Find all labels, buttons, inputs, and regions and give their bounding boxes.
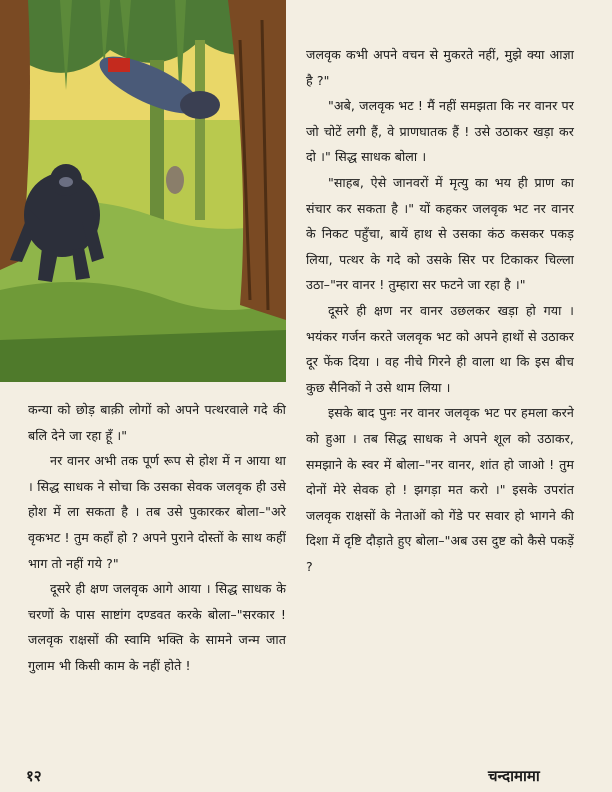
paragraph: "अबे, जलवृक भट ! मैं नहीं समझता कि नर वानर पर जो चोटें लगी हैं, वे प्राणघातक हैं ! उसे उठाकर खड़ा कर दो ।" सिद्ध साधक बोला ।	[306, 98, 574, 165]
paragraph: दूसरे ही क्षण जलवृक आगे आया । सिद्ध साधक के चरणों के पास साष्टांग दण्डवत करके बोला–"सरकार ! जलवृक राक्षसों की स्वामि भक्ति के सामने जन्म जात गुलाम भी किसी काम के नहीं होते !	[28, 581, 286, 673]
red-loincloth	[108, 58, 130, 72]
page-number: १२	[26, 767, 42, 785]
paragraph: कन्या को छोड़ बाक़ी लोगों को अपने पत्थरवाले गदे की बलि देने जा रहा हूँ ।"	[28, 402, 286, 443]
jungle-scene-illustration	[0, 0, 286, 382]
paragraph: "साहब, ऐसे जानवरों में मृत्यु का भय ही प्राण का संचार कर सकता है ।" यों कहकर जलवृक भट नर वानर के निकट पहुँचा, बायें हाथ से उसका कंठ कसकर पकड़ लिया, पत्थर के गदे को उसके सिर पर टिकाकर चिल्ला उठा–"नर वानर ! तुम्हारा सर फटने जा रहा है ।"	[306, 174, 574, 293]
stone-mace	[166, 166, 184, 194]
beast-head	[180, 91, 220, 119]
paragraph: नर वानर अभी तक पूर्ण रूप से होश में न आया था । सिद्ध साधक ने सोचा कि उसका सेवक जलवृक ही उसे होश में ला सकता है । तब उसे पुकारकर बोला–"अरे वृकभट ! तुम कहाँ हो ? अपने पुराने दोस्तों के साथ कहीं भाग तो नहीं गये ?"	[28, 453, 286, 571]
gorilla-face	[59, 177, 73, 187]
right-text-column	[306, 42, 574, 579]
distant-tree	[195, 40, 205, 220]
paragraph: जलवृक कभी अपने वचन से मुकरते नहीं, मुझे क्या आज्ञा है ?"	[306, 47, 574, 88]
paragraph: इसके बाद पुनः नर वानर जलवृक भट पर हमला करने को हुआ । तब सिद्ध साधक ने अपने शूल को उठाकर, समझाने के स्वर में बोला–"नर वानर, शांत हो जाओ ! तुम दोनों मेरे सेवक हो ! झगड़ा मत करो ।" इसके उपरांत जलवृक राक्षसों के नेताओं को गेंडे पर सवार हो भागने की दिशा में दृष्टि दौड़ाते हुए बोला–"अब उस दुष्ट को कैसे पकड़ें ?	[306, 405, 574, 574]
magazine-name: चन्दामामा	[488, 767, 540, 785]
left-text-column	[28, 397, 286, 679]
paragraph: दूसरे ही क्षण नर वानर उछलकर खड़ा हो गया । भयंकर गर्जन करते जलवृक भट को अपने हाथों से उठाकर दूर फेंक दिया । वह नीचे गिरने ही वाला था कि इस बीच कुछ सैनिकों ने उसे थाम लिया ।	[306, 302, 574, 395]
jungle-illustration	[0, 0, 286, 382]
